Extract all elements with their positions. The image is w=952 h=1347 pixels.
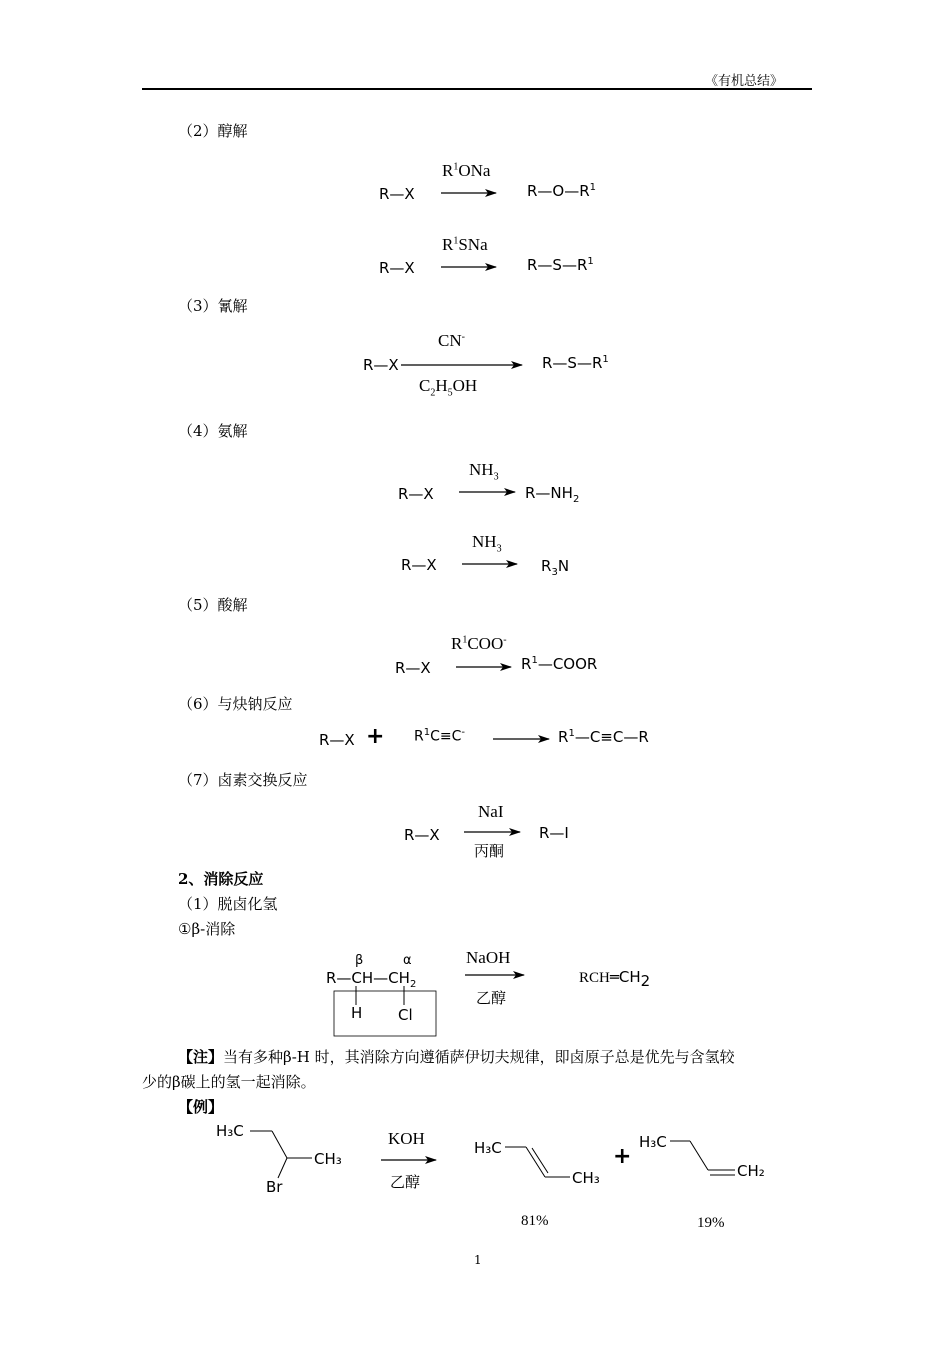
halogen-exchange-reactant: R—X (404, 826, 440, 844)
example-product1-ch3: CH₃ (572, 1169, 600, 1187)
acidolysis-product: $R^1—COOR$ (521, 655, 598, 673)
example-reactant-br: Br (266, 1178, 283, 1196)
ammonolysis-1-reactant: R—X (398, 485, 434, 503)
example-reagent: KOH (388, 1129, 425, 1148)
alkynide-product: $R^1—C\equiv C—R$ (558, 728, 649, 746)
section-cyanolysis: （3）氰解 (178, 297, 248, 315)
section-halogen-exchange: （7）卤素交换反应 (178, 771, 308, 789)
alkynide-plus: + (366, 724, 385, 749)
section-alkynide: （6）与炔钠反应 (178, 695, 293, 713)
halogen-exchange-product: R—I (539, 824, 569, 842)
beta-elimination-reagent: NaOH (466, 948, 511, 967)
ammonolysis-1-reagent: $NH_3$ (469, 460, 499, 483)
beta-label: β (355, 953, 364, 968)
ammonolysis-1-product: $R—NH_2$ (525, 484, 580, 505)
acidolysis-reactant: R—X (395, 659, 431, 677)
example-yield-1: 81% (521, 1213, 549, 1229)
alcoholysis-2-product: $R—S—R^1$ (527, 256, 594, 274)
example-yield-2: 19% (697, 1215, 725, 1231)
alkynide-reagent: $R^1C\equiv C^-$ (414, 727, 465, 745)
alcoholysis-2-reactant: R—X (379, 259, 415, 277)
halogen-exchange-reagent: NaI (478, 802, 504, 821)
alcoholysis-1-reactant: R—X (379, 185, 415, 203)
example-label: 【例】 (178, 1098, 224, 1116)
example-reactant-ch3: CH₃ (314, 1150, 342, 1168)
example-product2-h3c: H₃C (639, 1133, 667, 1151)
elimination-box (334, 991, 436, 1036)
cyanolysis-product: $R—S—R^1$ (542, 354, 609, 372)
example-product1-h3c: H₃C (474, 1139, 502, 1157)
alkynide-reactant: R—X (319, 731, 355, 749)
ammonolysis-2-product: $R_3N$ (541, 557, 570, 578)
section-acidolysis: （5）酸解 (178, 596, 248, 614)
example-solvent: 乙醇 (390, 1173, 421, 1191)
beta-elimination-cl: Cl (398, 1006, 413, 1024)
acidolysis-reagent: $R^1COO^-$ (451, 634, 507, 653)
ammonolysis-2-reactant: R—X (401, 556, 437, 574)
cyanolysis-reactant: R—X (363, 356, 399, 374)
header-title: 《有机总结》 (705, 74, 784, 89)
alcoholysis-1-reagent: $R^1ONa$ (442, 161, 491, 180)
cyanolysis-solvent: $C_2H_5OH$ (419, 376, 478, 399)
beta-elimination-solvent: 乙醇 (476, 989, 507, 1007)
alcoholysis-2-reagent: $R^1SNa$ (442, 235, 488, 254)
beta-elimination-product: $RCH═CH_2$ (579, 968, 651, 990)
example-plus: + (613, 1144, 632, 1169)
beta-elimination-h: H (351, 1004, 363, 1022)
alpha-label: α (403, 953, 412, 968)
ammonolysis-2-reagent: $NH_3$ (472, 532, 502, 555)
alcoholysis-1-product: $R—O—R^1$ (527, 182, 597, 200)
example-product2-ch2: CH₂ (737, 1162, 765, 1180)
example-reactant-h3c: H₃C (216, 1122, 244, 1140)
section-alcoholysis: （2）醇解 (178, 122, 248, 140)
beta-elimination-reactant: $R—CH—CH_2$ (326, 969, 417, 990)
subheading-beta-elimination: ①β-消除 (178, 920, 236, 938)
page-number: 1 (474, 1253, 482, 1267)
cyanolysis-reagent: CN- (438, 331, 465, 350)
note-line-1: 【注】当有多种β-H 时，其消除方向遵循萨伊切夫规律，即卤原子总是优先与含氢较 (178, 1048, 735, 1066)
heading-elimination: 2、消除反应 (178, 870, 264, 888)
halogen-exchange-solvent: 丙酮 (474, 842, 505, 860)
note-line-2: 少的β碳上的氢一起消除。 (142, 1073, 316, 1091)
subheading-dehydrohalogenation: （1）脱卤化氢 (178, 895, 278, 913)
section-ammonolysis: （4）氨解 (178, 422, 248, 440)
